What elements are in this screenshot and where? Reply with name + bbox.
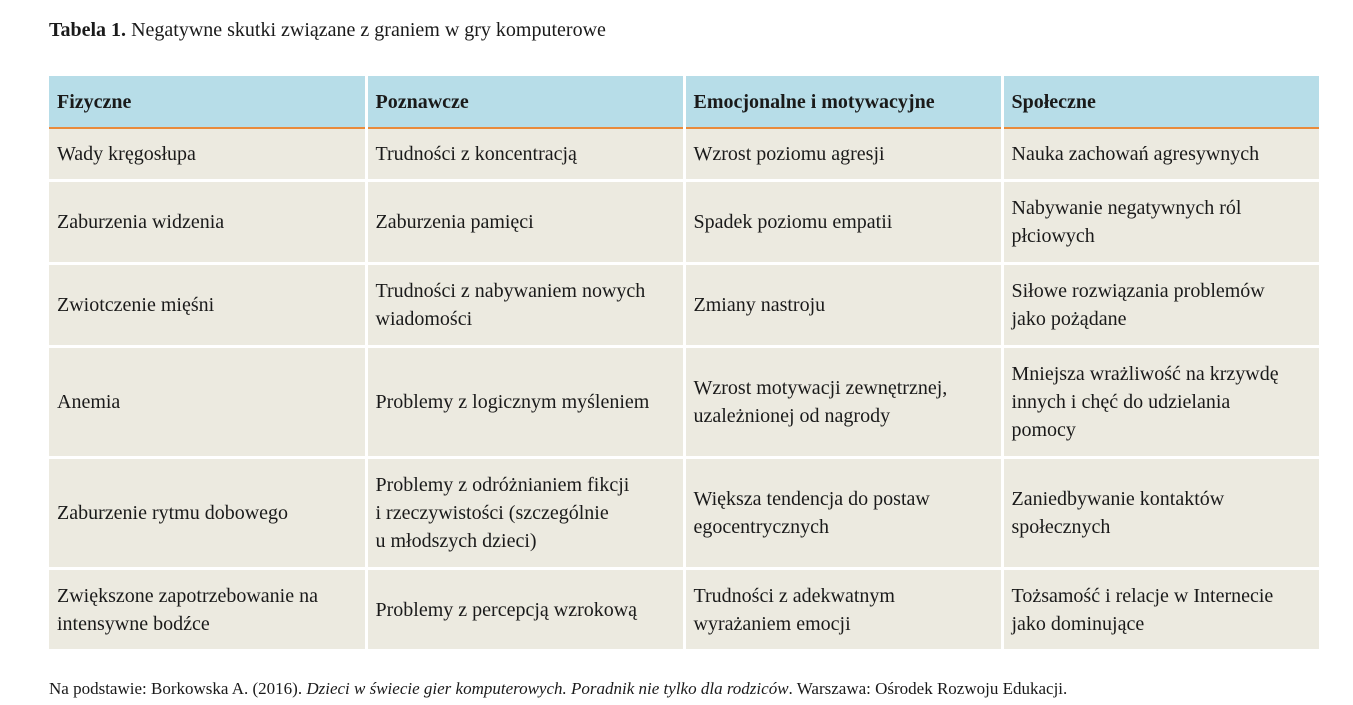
table-row	[49, 347, 1319, 458]
cell-text-line: Problemy z odróżnianiem fikcji	[375, 474, 630, 496]
cell-text-line: Zaburzenia widzenia	[57, 211, 225, 233]
cell-text-line: egocentrycznych	[693, 516, 829, 538]
cell-text-line: Większa tendencja do postaw	[693, 488, 930, 510]
table-row	[49, 181, 1319, 264]
cell-text-line: jako dominujące	[1011, 612, 1145, 635]
cell-text-line: Tożsamość i relacje w Internecie	[1011, 584, 1274, 607]
table-cell-cognitive	[366, 181, 684, 264]
cell-text-line: Nauka zachowań agresywnych	[1011, 143, 1260, 165]
cell-text-line: intensywne bodźce	[57, 612, 210, 635]
table-cell-social	[1002, 569, 1319, 650]
header-cell-social: Społeczne	[1002, 76, 1319, 128]
cell-text-line: Anemia	[57, 391, 121, 413]
table-cell-physical	[49, 181, 366, 264]
table-row	[49, 264, 1319, 347]
source-note	[49, 677, 1067, 701]
cell-text-line: innych i chęć do udzielania	[1011, 391, 1231, 413]
table-cell-emotional	[684, 458, 1002, 569]
cell-text-line: Wzrost motywacji zewnętrznej,	[693, 377, 948, 399]
cell-text-line: pomocy	[1011, 419, 1076, 441]
cell-text-line: Trudności z adekwatnym	[693, 584, 895, 607]
cell-text-line: Trudności z nabywaniem nowych	[375, 280, 646, 302]
table-cell-cognitive	[366, 569, 684, 650]
table-cell-social	[1002, 181, 1319, 264]
cell-text-line: jako pożądane	[1011, 308, 1127, 330]
table-body	[49, 128, 1319, 649]
cell-text-line: Problemy z logicznym myśleniem	[375, 391, 650, 413]
cell-text-line: Mniejsza wrażliwość na krzywdę	[1011, 363, 1279, 385]
cell-text-line: wiadomości	[375, 308, 473, 330]
cell-text-line: Problemy z percepcją wzrokową	[375, 598, 638, 621]
cell-text-line: Zwiotczenie mięśni	[57, 294, 215, 316]
table-cell-physical	[49, 458, 366, 569]
table-header	[49, 76, 1319, 128]
table-row	[49, 458, 1319, 569]
table-cell-emotional	[684, 569, 1002, 650]
header-cell-physical: Fizyczne	[49, 76, 366, 128]
cell-text-line: i rzeczywistości (szczególnie	[375, 502, 609, 524]
cell-text-line: u młodszych dzieci)	[375, 530, 537, 552]
cell-text-line: Nabywanie negatywnych ról	[1011, 197, 1242, 219]
table-cell-emotional	[684, 181, 1002, 264]
cell-text-line: Zaburzenie rytmu dobowego	[57, 502, 289, 524]
table-cell-cognitive	[366, 128, 684, 181]
table-cell-social	[1002, 264, 1319, 347]
table-cell-physical	[49, 569, 366, 650]
table-cell-physical	[49, 128, 366, 181]
table-cell-emotional	[684, 264, 1002, 347]
cell-text-line: Wady kręgosłupa	[57, 143, 196, 165]
cell-text-line: Spadek poziomu empatii	[693, 211, 893, 233]
effects-table	[49, 76, 1319, 649]
table-cell-cognitive	[366, 458, 684, 569]
header-cell-emotional: Emocjonalne i motywacyjne	[684, 76, 1002, 128]
table-caption-label: Tabela 1.	[49, 19, 127, 41]
cell-text-line: Zwiększone zapotrzebowanie na	[57, 584, 318, 607]
table-caption	[49, 17, 606, 43]
cell-text-line: Zaburzenia pamięci	[375, 211, 534, 233]
cell-text-line: Zaniedbywanie kontaktów	[1011, 488, 1225, 510]
table-row	[49, 128, 1319, 181]
cell-text-line: Wzrost poziomu agresji	[693, 143, 885, 165]
cell-text-line: Zmiany nastroju	[693, 294, 826, 316]
table-cell-emotional	[684, 347, 1002, 458]
table-cell-cognitive	[366, 347, 684, 458]
table-cell-social	[1002, 347, 1319, 458]
table-row	[49, 569, 1319, 650]
table-cell-physical	[49, 264, 366, 347]
cell-text-line: Siłowe rozwiązania problemów	[1011, 280, 1265, 302]
source-prefix: Na podstawie: Borkowska A. (2016).	[49, 679, 307, 698]
source-suffix: . Warszawa: Ośrodek Rozwoju Edukacji.	[788, 679, 1068, 698]
table-cell-social	[1002, 458, 1319, 569]
header-cell-cognitive: Poznawcze	[366, 76, 684, 128]
cell-text-line: wyrażaniem emocji	[693, 612, 851, 635]
cell-text-line: społecznych	[1011, 516, 1111, 538]
table-cell-cognitive	[366, 264, 684, 347]
table-cell-social	[1002, 128, 1319, 181]
cell-text-line: uzależnionej od nagrody	[693, 405, 891, 427]
source-title: Dzieci w świecie gier komputerowych. Poradnik nie tylko dla rodziców	[306, 679, 789, 698]
table-caption-text: Negatywne skutki związane z graniem w gry komputerowe	[126, 19, 606, 41]
header-row	[49, 76, 1319, 128]
cell-text-line: Trudności z koncentracją	[375, 143, 577, 165]
table-cell-emotional	[684, 128, 1002, 181]
cell-text-line: płciowych	[1011, 225, 1095, 247]
table-cell-physical	[49, 347, 366, 458]
